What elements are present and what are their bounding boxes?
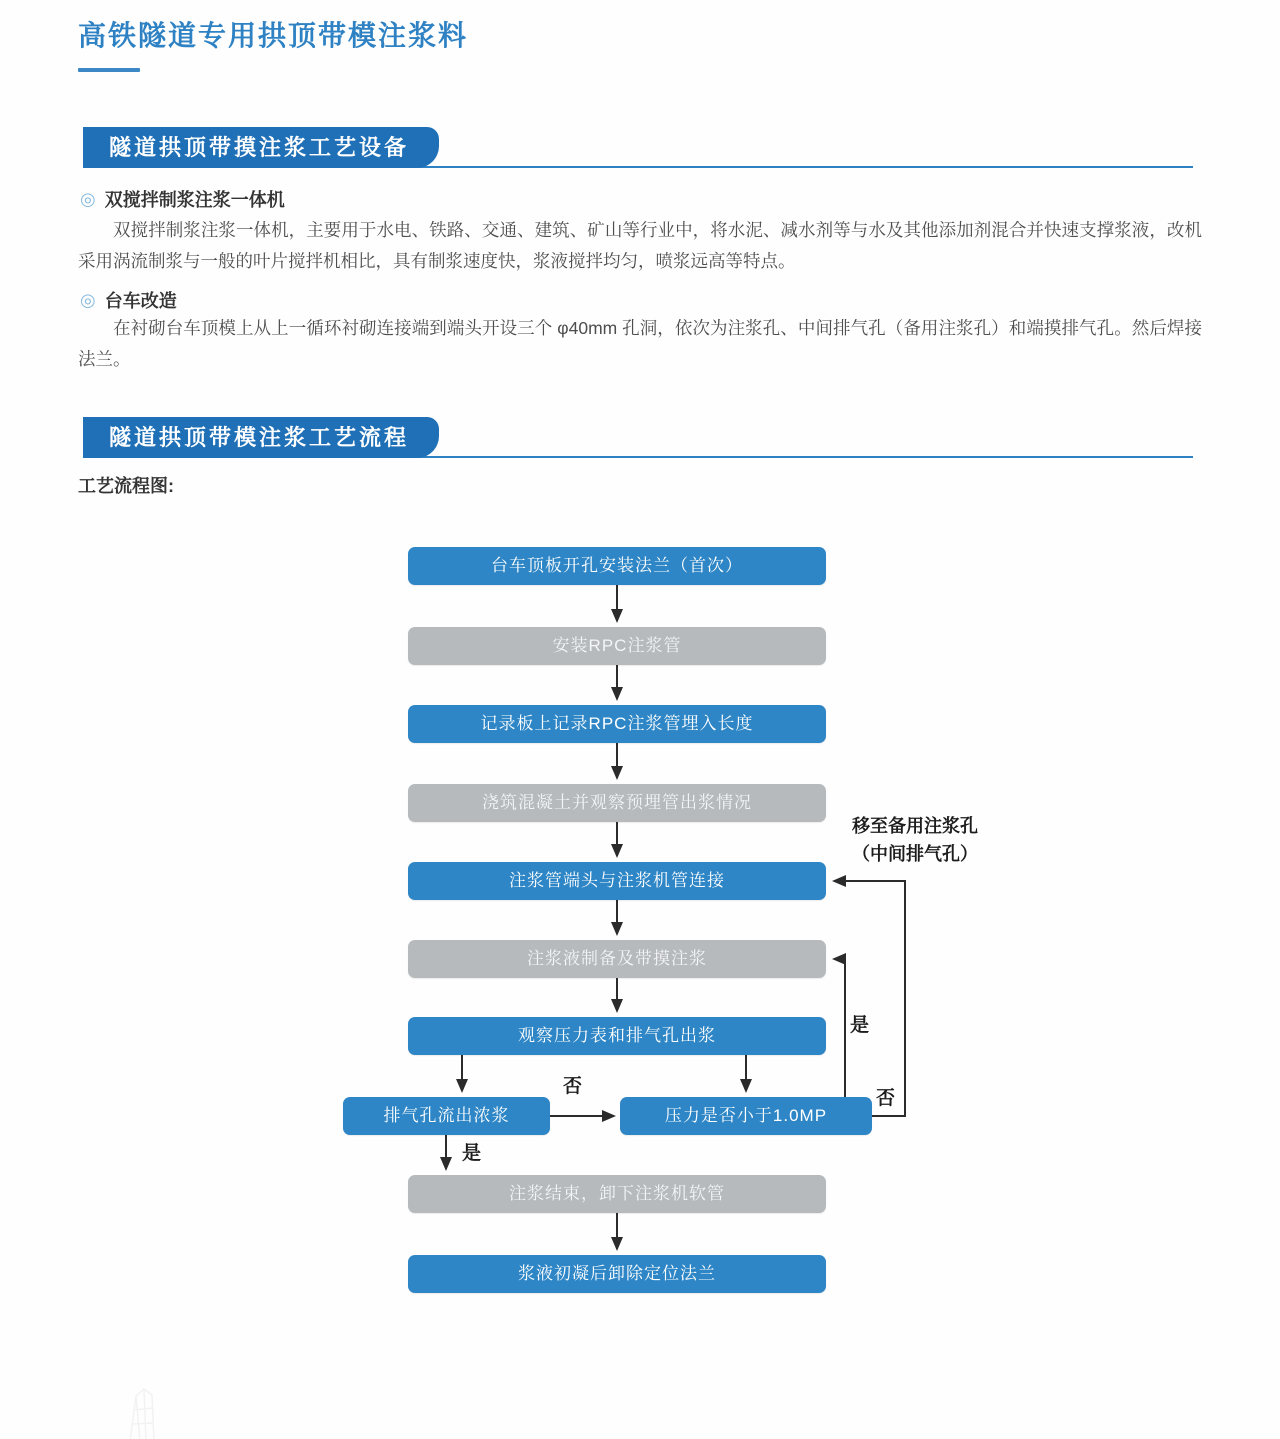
section-header-equipment <box>83 127 1193 168</box>
section-header-process <box>83 417 1193 458</box>
equipment-item-2-body: 在衬砌台车顶模上从上一循环衬砌连接端到端头开设三个 φ40mm 孔洞，依次为注浆孔、中间排气孔（备用注浆孔）和端摸排气孔。然后焊接法兰。 <box>78 318 1202 369</box>
section-tab-process: 隧道拱顶带模注浆工艺流程 <box>83 417 439 458</box>
page-title: 高铁隧道专用拱顶带模注浆料 <box>78 20 469 51</box>
double-circle-bullet-icon: ◎ <box>80 189 96 209</box>
watermark-building-sketch <box>112 1386 192 1439</box>
equipment-item-1-label: 双搅拌制浆注浆一体机 <box>104 190 285 210</box>
section-tab-equipment: 隧道拱顶带摸注浆工艺设备 <box>83 127 439 168</box>
edge-label-pressure-no: 否 <box>876 1088 896 1109</box>
edge-label-vent-yes: 是 <box>462 1143 482 1164</box>
edge-label-pressure-yes: 是 <box>850 1015 870 1036</box>
flow-annotation-backup-hole <box>826 812 1004 868</box>
double-circle-bullet-icon: ◎ <box>80 290 96 310</box>
equipment-item-2-label: 台车改造 <box>104 291 177 311</box>
equipment-item-2-title <box>80 287 177 313</box>
flow-node-connect-pipe: 注浆管端头与注浆机管连接 <box>408 862 826 900</box>
equipment-item-1-title <box>80 186 285 212</box>
equipment-item-1-body: 双搅拌制浆注浆一体机，主要用于水电、铁路、交通、建筑、矿山等行业中，将水泥、减水剂等与水及其他添加剂混合并快速支撑浆液，改机采用涡流制浆与一般的叶片搅拌机相比，具有制浆速度快，浆液搅拌均匀，喷浆远高等特点。 <box>78 220 1202 271</box>
flow-node-install-flange: 台车顶板开孔安装法兰（首次） <box>408 547 826 585</box>
flow-node-finish-remove-hose: 注浆结束，卸下注浆机软管 <box>408 1175 826 1213</box>
edge-label-vent-no: 否 <box>563 1076 583 1097</box>
title-underline <box>78 68 140 72</box>
flow-annotation-line2: （中间排气孔） <box>852 844 978 864</box>
flow-node-install-rpc-pipe: 安装RPC注浆管 <box>408 627 826 665</box>
flow-diagram-label: 工艺流程图: <box>78 476 174 496</box>
process-flowchart <box>0 530 1280 1330</box>
flow-node-observe-pressure: 观察压力表和排气孔出浆 <box>408 1017 826 1055</box>
flow-node-prepare-grout: 注浆液制备及带摸注浆 <box>408 940 826 978</box>
flow-node-pressure-check: 压力是否小于1.0MP <box>620 1097 872 1135</box>
flow-node-remove-flange: 浆液初凝后卸除定位法兰 <box>408 1255 826 1293</box>
flow-annotation-line1: 移至备用注浆孔 <box>852 816 978 836</box>
flow-node-record-length: 记录板上记录RPC注浆管埋入长度 <box>408 705 826 743</box>
flow-node-vent-thick-grout: 排气孔流出浓浆 <box>343 1097 550 1135</box>
flow-node-pour-concrete: 浇筑混凝土并观察预埋管出浆情况 <box>408 784 826 822</box>
